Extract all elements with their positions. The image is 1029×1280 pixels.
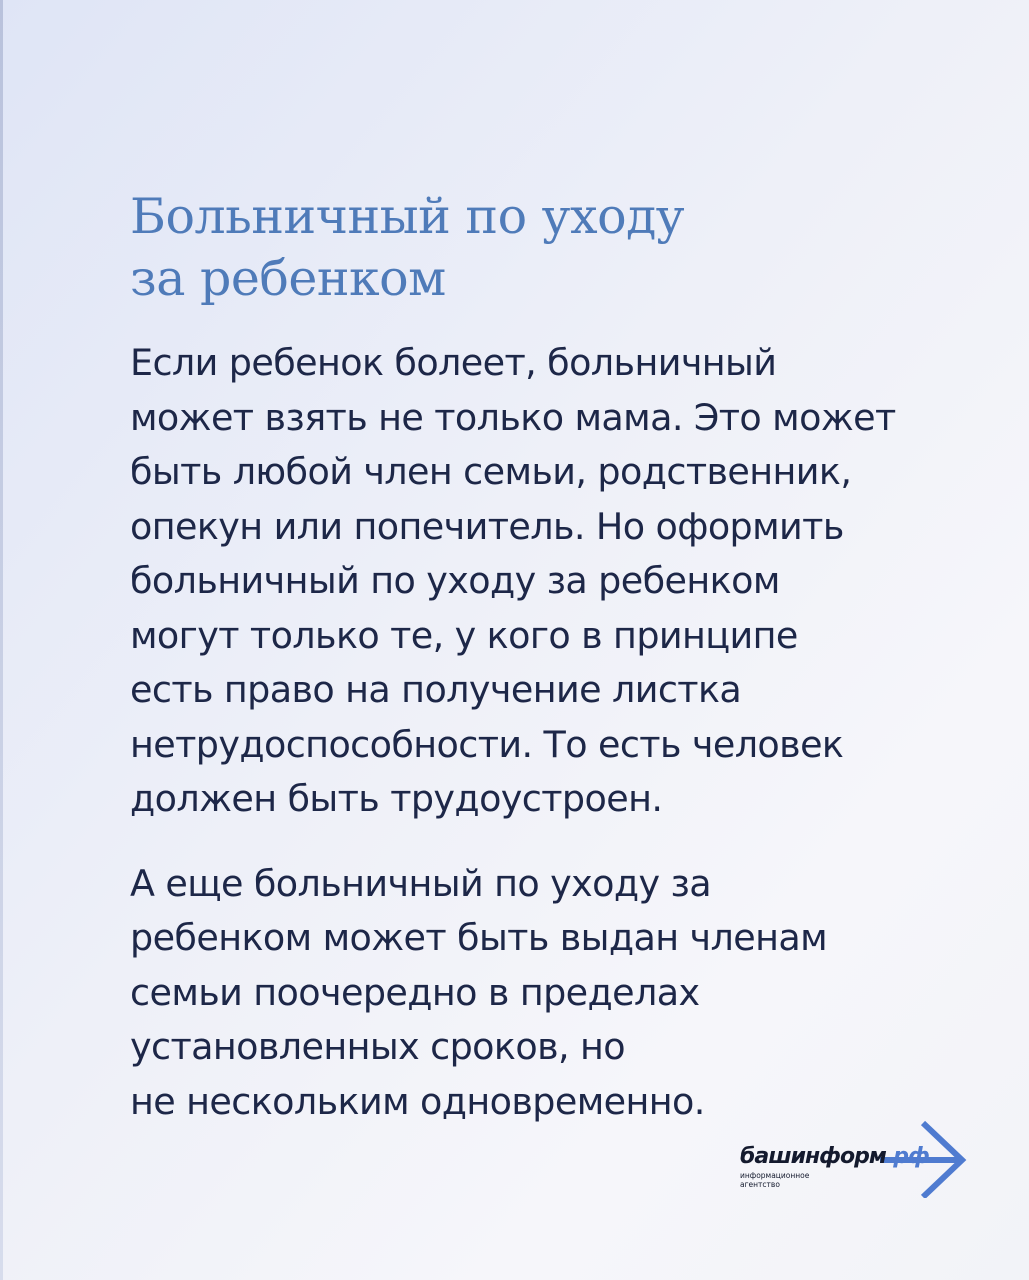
logo-subtitle-line: информационное [740,1171,810,1180]
text-line: установленных сроков, но [130,1025,625,1068]
logo-wordmark [740,1144,929,1169]
text-line: нетрудоспособности. То есть человек [130,722,844,766]
logo-subtitle [740,1171,809,1189]
paragraph-2 [130,857,970,1130]
text-line: не нескольким одновременно. [130,1079,705,1123]
text-line: А еще больничный по уходу за [130,861,712,905]
text-line: есть право на получение листка [130,668,742,711]
logo-name-text: башинформ [740,1144,886,1169]
text-line: должен быть трудоустроен. [130,777,663,820]
text-line: опекун или попечитель. Но оформить [130,504,844,548]
text-line: больничный по уходу за ребенком [130,559,780,602]
title-line: за ребенком [130,250,446,307]
logo-domain-text: .рф [885,1144,929,1169]
main-content [130,186,970,1129]
text-line: Если ребенок болеет, больничный [130,341,777,384]
left-edge-decoration [0,0,3,1280]
text-line: быть любой член семьи, родственник, [130,450,852,493]
title-line: Больничный по уходу [130,188,685,245]
text-line: ребенком может быть выдан членам [130,916,828,959]
paragraph-1 [130,336,970,827]
text-line: может взять не только мама. Это может [130,395,896,439]
bashinform-logo [740,1118,970,1198]
page-title [130,186,970,310]
text-line: могут только те, у кого в принципе [130,613,798,657]
logo-subtitle-line: агентство [740,1180,780,1189]
text-line: семьи поочередно в пределах [130,970,700,1014]
